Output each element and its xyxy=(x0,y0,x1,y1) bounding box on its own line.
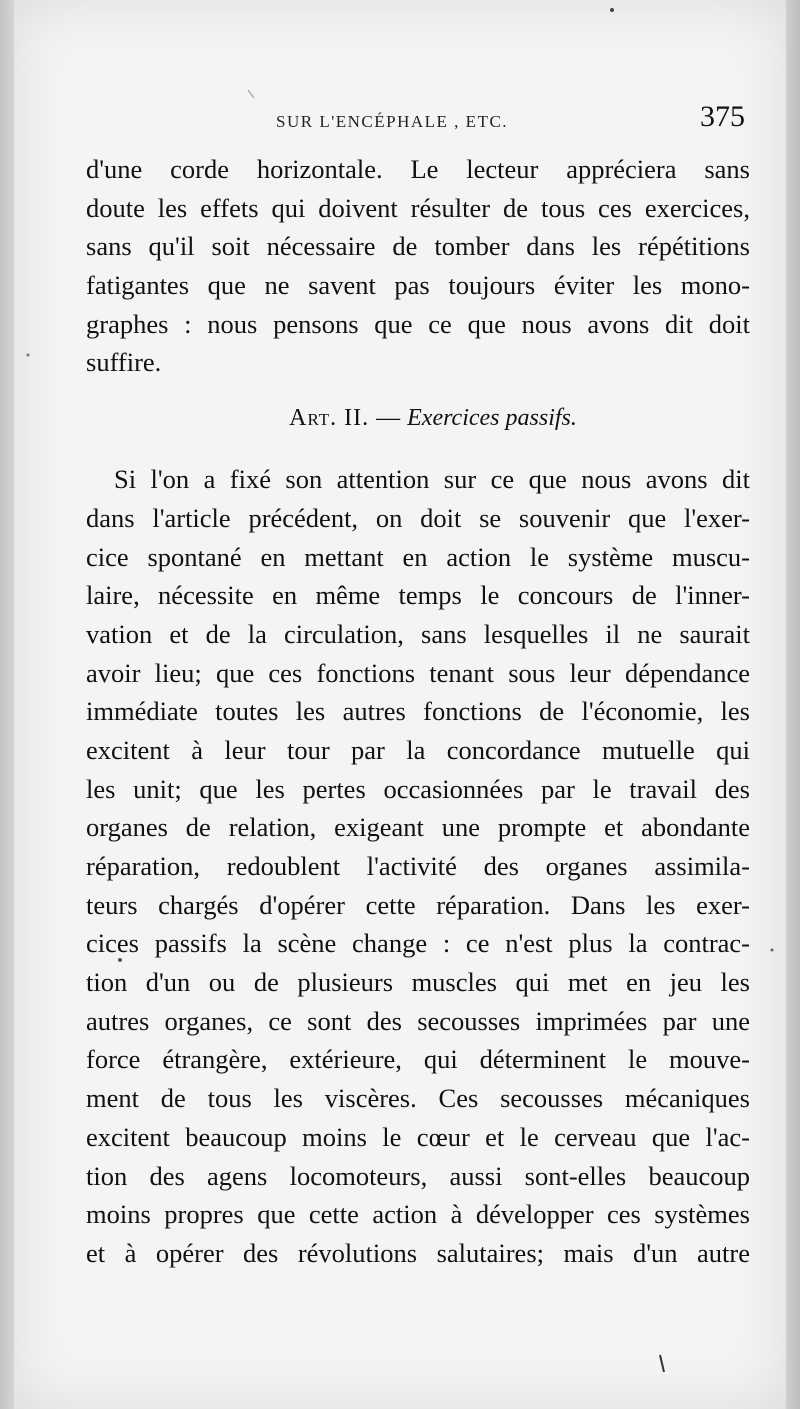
section-heading xyxy=(86,390,750,446)
text-line: immédiate toutes les autres fonctions de l'économie, les xyxy=(86,696,750,727)
page-edge-right xyxy=(786,0,800,1409)
text-line: teurs chargés d'opérer cette réparation. Dans les exer- xyxy=(86,889,750,920)
article-title: Exercices passifs. xyxy=(407,405,577,432)
text-line: cices passifs la scène change : ce n'est plus la contrac- xyxy=(86,928,750,959)
text-line: fatigantes que ne savent pas toujours éviter les mono- xyxy=(86,270,750,301)
text-line: tion d'un ou de plusieurs muscles qui met en jeu les xyxy=(86,967,750,998)
text-line: doute les effets qui doivent résulter de tous ces exercices, xyxy=(86,192,750,223)
text-line: dans l'article précédent, on doit se souvenir que l'exer- xyxy=(86,502,750,533)
text-line: cice spontané en mettant en action le système muscu- xyxy=(86,541,750,572)
text-line: réparation, redoublent l'activité des organes assimila- xyxy=(86,851,750,881)
text-line: sans qu'il soit nécessaire de tomber dans les répétitions xyxy=(86,231,750,262)
running-head: SUR L'ENCÉPHALE , ETC. xyxy=(276,112,509,131)
text-line: ment de tous les viscères. Ces secousses mécaniques xyxy=(86,1083,750,1114)
text-line: suffire. xyxy=(86,347,162,378)
text-line: moins propres que cette action à développer ces systèmes xyxy=(86,1199,750,1230)
text-line: Si l'on a fixé son attention sur ce que nous avons dit xyxy=(114,464,750,495)
text-line: vation et de la circulation, sans lesquelles il ne saurait xyxy=(86,618,750,649)
paragraph-1 xyxy=(86,150,750,382)
text-line: graphes : nous pensons que ce que nous avons dit doit xyxy=(86,308,750,339)
text-line: et à opérer des révolutions salutaires; mais d'un autre xyxy=(86,1237,750,1268)
text-line: tion des agens locomoteurs, aussi sont-elles beaucoup xyxy=(86,1160,750,1191)
page-gutter-left xyxy=(0,0,14,1409)
text-line: excitent beaucoup moins le cœur et le cerveau que l'ac- xyxy=(86,1121,750,1152)
article-label: Art. II. — xyxy=(289,405,402,432)
text-line: avoir lieu; que ces fonctions tenant sous leur dépendance xyxy=(86,657,750,688)
text-line: laire, nécessite en même temps le concours de l'inner- xyxy=(86,580,750,611)
text-line: les unit; que les pertes occasionnées par le travail des xyxy=(86,773,750,804)
text-line: force étrangère, extérieure, qui déterminent le mouve- xyxy=(86,1044,750,1075)
text-line: autres organes, ce sont des secousses imprimées par une xyxy=(86,1005,750,1036)
text-line: organes de relation, exigeant une prompte et abondante xyxy=(86,812,750,843)
page-number: 375 xyxy=(700,100,745,133)
paragraph-2 xyxy=(86,460,750,1272)
text-line: excitent à leur tour par la concordance mutuelle qui xyxy=(86,734,750,765)
text-line: d'une corde horizontale. Le lecteur appréciera sans xyxy=(86,154,750,184)
body-text xyxy=(86,150,750,1273)
